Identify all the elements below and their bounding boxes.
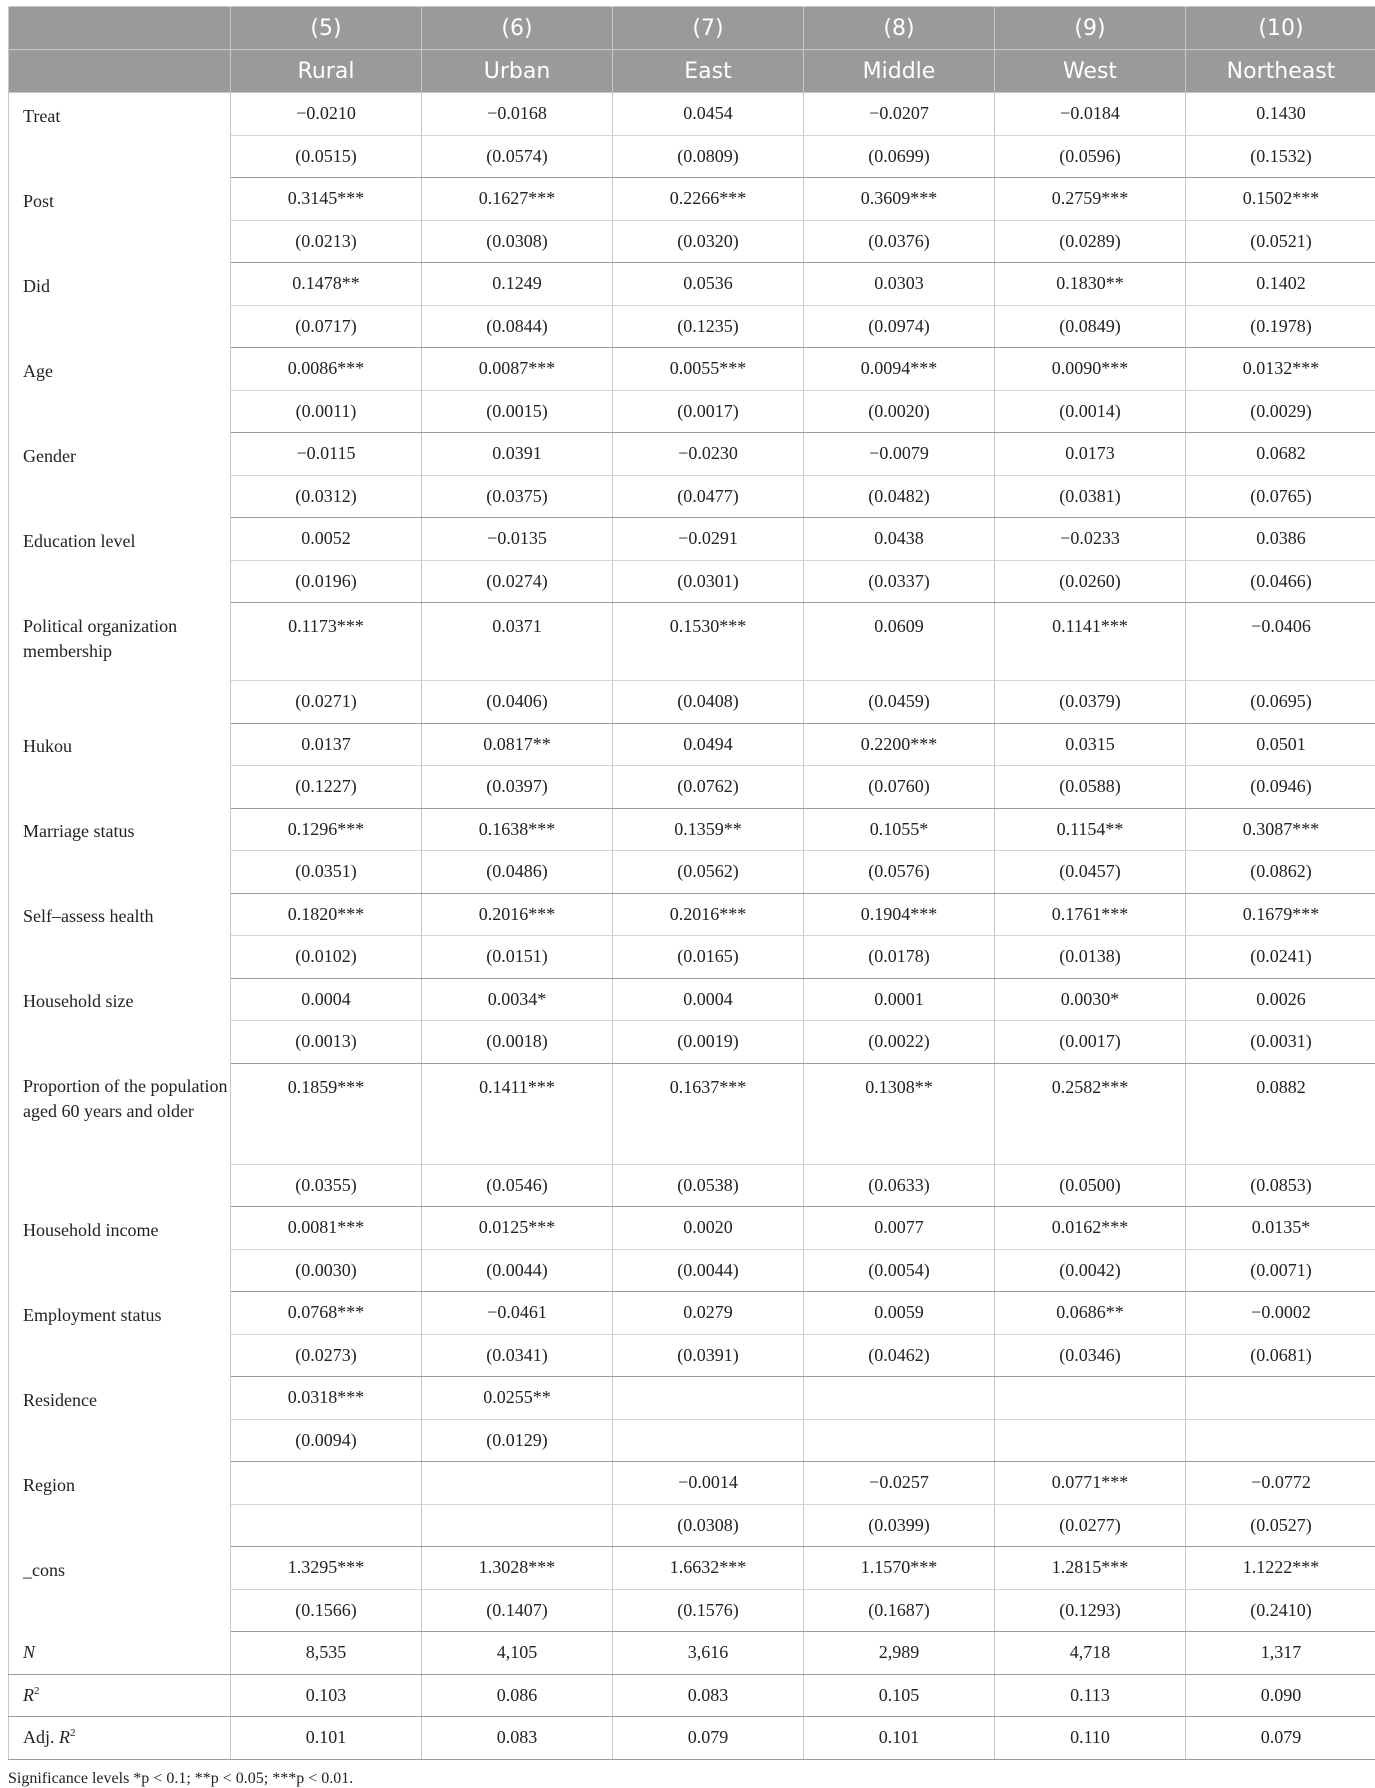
coefficient-cell: −0.0207 <box>804 93 995 136</box>
variable-name: Household income <box>9 1207 231 1292</box>
coefficient-cell: 1.6632*** <box>613 1547 804 1590</box>
table-row <box>9 178 1375 221</box>
std-error-cell: (0.0213) <box>231 220 422 263</box>
std-error-cell: (0.0482) <box>804 475 995 518</box>
coefficient-cell: 0.0030* <box>995 978 1186 1021</box>
std-error-cell: (0.0527) <box>1186 1504 1375 1547</box>
coefficient-cell <box>422 1462 613 1505</box>
std-error-cell: (0.0312) <box>231 475 422 518</box>
coefficient-cell: 0.0494 <box>613 723 804 766</box>
std-error-cell: (0.0457) <box>995 851 1186 894</box>
header-corner <box>9 7 231 50</box>
regression-table <box>8 6 1375 1760</box>
table-body <box>9 93 1375 1760</box>
coefficient-cell: 0.1859*** <box>231 1063 422 1164</box>
std-error-cell: (0.0044) <box>613 1249 804 1292</box>
header-group: Middle <box>804 50 995 93</box>
std-error-cell: (0.0022) <box>804 1021 995 1064</box>
std-error-cell: (0.0094) <box>231 1419 422 1462</box>
variable-name: Hukou <box>9 723 231 808</box>
stat-value-cell: 1,317 <box>1186 1632 1375 1675</box>
std-error-cell <box>995 1419 1186 1462</box>
variable-name: Employment status <box>9 1292 231 1377</box>
variable-name: Household size <box>9 978 231 1063</box>
coefficient-cell: −0.0014 <box>613 1462 804 1505</box>
std-error-cell: (0.0466) <box>1186 560 1375 603</box>
table-row <box>9 1063 1375 1164</box>
std-error-cell: (0.0576) <box>804 851 995 894</box>
coefficient-cell: 0.0315 <box>995 723 1186 766</box>
coefficient-cell: 1.2815*** <box>995 1547 1186 1590</box>
std-error-cell: (0.0054) <box>804 1249 995 1292</box>
std-error-cell: (0.0320) <box>613 220 804 263</box>
header-group: West <box>995 50 1186 93</box>
stat-value-cell: 4,718 <box>995 1632 1186 1675</box>
std-error-cell: (0.1576) <box>613 1589 804 1632</box>
std-error-cell: (0.0011) <box>231 390 422 433</box>
coefficient-cell: −0.0135 <box>422 518 613 561</box>
coefficient-cell: 0.0303 <box>804 263 995 306</box>
header-group: Northeast <box>1186 50 1375 93</box>
coefficient-cell: 0.0391 <box>422 433 613 476</box>
std-error-cell: (0.0031) <box>1186 1021 1375 1064</box>
std-error-cell: (0.0274) <box>422 560 613 603</box>
coefficient-cell: 0.1308** <box>804 1063 995 1164</box>
std-error-cell: (0.0844) <box>422 305 613 348</box>
variable-name: Treat <box>9 93 231 178</box>
header-group: Urban <box>422 50 613 93</box>
std-error-cell: (0.0695) <box>1186 681 1375 724</box>
stat-value-cell: 0.079 <box>1186 1717 1375 1760</box>
stat-value-cell: 4,105 <box>422 1632 613 1675</box>
coefficient-cell: 0.1359** <box>613 808 804 851</box>
std-error-cell: (0.0355) <box>231 1164 422 1207</box>
std-error-cell: (0.0399) <box>804 1504 995 1547</box>
std-error-cell: (0.0241) <box>1186 936 1375 979</box>
coefficient-cell: 0.2016*** <box>613 893 804 936</box>
stats-row <box>9 1717 1375 1760</box>
variable-name: Political organization membership <box>9 603 231 724</box>
std-error-cell: (0.0044) <box>422 1249 613 1292</box>
stat-value-cell: 8,535 <box>231 1632 422 1675</box>
table-row <box>9 263 1375 306</box>
std-error-cell: (0.0102) <box>231 936 422 979</box>
coefficient-cell: 0.2200*** <box>804 723 995 766</box>
coefficient-cell: 0.0768*** <box>231 1292 422 1335</box>
std-error-cell: (0.0849) <box>995 305 1186 348</box>
std-error-cell: (0.0151) <box>422 936 613 979</box>
std-error-cell: (0.0138) <box>995 936 1186 979</box>
header-numbers-row <box>9 7 1375 50</box>
std-error-cell: (0.0029) <box>1186 390 1375 433</box>
std-error-cell: (0.1407) <box>422 1589 613 1632</box>
std-error-cell <box>422 1504 613 1547</box>
coefficient-cell: 0.1502*** <box>1186 178 1375 221</box>
header-number: (5) <box>231 7 422 50</box>
coefficient-cell: 0.0255** <box>422 1377 613 1420</box>
coefficient-cell: 0.0173 <box>995 433 1186 476</box>
std-error-cell: (0.0341) <box>422 1334 613 1377</box>
coefficient-cell: 0.0318*** <box>231 1377 422 1420</box>
header-corner <box>9 50 231 93</box>
coefficient-cell: 0.0081*** <box>231 1207 422 1250</box>
coefficient-cell: 1.1222*** <box>1186 1547 1375 1590</box>
coefficient-cell: 0.1637*** <box>613 1063 804 1164</box>
std-error-cell: (0.0546) <box>422 1164 613 1207</box>
std-error-cell: (0.0588) <box>995 766 1186 809</box>
stat-value-cell: 0.103 <box>231 1674 422 1717</box>
coefficient-cell: 0.1430 <box>1186 93 1375 136</box>
header-number: (6) <box>422 7 613 50</box>
stat-name <box>9 1717 231 1760</box>
coefficient-cell: 0.0034* <box>422 978 613 1021</box>
stat-value-cell: 0.101 <box>231 1717 422 1760</box>
std-error-cell: (0.0301) <box>613 560 804 603</box>
coefficient-cell: 0.1154** <box>995 808 1186 851</box>
std-error-cell: (0.0260) <box>995 560 1186 603</box>
coefficient-cell: 0.1679*** <box>1186 893 1375 936</box>
std-error-cell: (0.0030) <box>231 1249 422 1292</box>
stat-value-cell: 0.090 <box>1186 1674 1375 1717</box>
coefficient-cell: −0.0115 <box>231 433 422 476</box>
table-row <box>9 1377 1375 1420</box>
coefficient-cell: 0.0004 <box>231 978 422 1021</box>
coefficient-cell <box>1186 1377 1375 1420</box>
std-error-cell: (0.0346) <box>995 1334 1186 1377</box>
coefficient-cell: 0.2759*** <box>995 178 1186 221</box>
coefficient-cell: 0.1411*** <box>422 1063 613 1164</box>
std-error-cell: (0.0762) <box>613 766 804 809</box>
stat-value-cell: 2,989 <box>804 1632 995 1675</box>
coefficient-cell: 0.0094*** <box>804 348 995 391</box>
coefficient-cell: 0.1296*** <box>231 808 422 851</box>
std-error-cell: (0.0397) <box>422 766 613 809</box>
std-error-cell: (0.0717) <box>231 305 422 348</box>
coefficient-cell: 1.3028*** <box>422 1547 613 1590</box>
coefficient-cell: 0.0371 <box>422 603 613 681</box>
header-number: (9) <box>995 7 1186 50</box>
std-error-cell <box>1186 1419 1375 1462</box>
stat-superscript: 2 <box>70 1727 76 1739</box>
std-error-cell: (0.2410) <box>1186 1589 1375 1632</box>
std-error-cell: (0.0809) <box>613 135 804 178</box>
coefficient-cell: 0.0682 <box>1186 433 1375 476</box>
coefficient-cell: 0.0135* <box>1186 1207 1375 1250</box>
coefficient-cell: 0.2582*** <box>995 1063 1186 1164</box>
table-row <box>9 1207 1375 1250</box>
coefficient-cell: 0.0386 <box>1186 518 1375 561</box>
std-error-cell: (0.0351) <box>231 851 422 894</box>
std-error-cell: (0.0337) <box>804 560 995 603</box>
stat-symbol: R <box>59 1727 70 1747</box>
coefficient-cell: 0.0132*** <box>1186 348 1375 391</box>
table-row <box>9 518 1375 561</box>
coefficient-cell <box>231 1462 422 1505</box>
coefficient-cell: 0.1820*** <box>231 893 422 936</box>
header-number: (10) <box>1186 7 1375 50</box>
std-error-cell: (0.0017) <box>613 390 804 433</box>
std-error-cell: (0.0862) <box>1186 851 1375 894</box>
coefficient-cell: 0.0001 <box>804 978 995 1021</box>
coefficient-cell: 0.0004 <box>613 978 804 1021</box>
variable-name: _cons <box>9 1547 231 1632</box>
std-error-cell: (0.0596) <box>995 135 1186 178</box>
std-error-cell <box>231 1504 422 1547</box>
coefficient-cell: −0.0230 <box>613 433 804 476</box>
coefficient-cell: 0.0438 <box>804 518 995 561</box>
std-error-cell: (0.1235) <box>613 305 804 348</box>
std-error-cell: (0.0013) <box>231 1021 422 1064</box>
std-error-cell: (0.1687) <box>804 1589 995 1632</box>
std-error-cell: (0.0273) <box>231 1334 422 1377</box>
std-error-cell: (0.1566) <box>231 1589 422 1632</box>
coefficient-cell: 0.0059 <box>804 1292 995 1335</box>
table-row <box>9 348 1375 391</box>
coefficient-cell: 0.0055*** <box>613 348 804 391</box>
variable-name: Residence <box>9 1377 231 1462</box>
coefficient-cell: −0.0002 <box>1186 1292 1375 1335</box>
std-error-cell: (0.0289) <box>995 220 1186 263</box>
variable-name: Education level <box>9 518 231 603</box>
stat-value-cell: 0.105 <box>804 1674 995 1717</box>
std-error-cell <box>804 1419 995 1462</box>
coefficient-cell: −0.0168 <box>422 93 613 136</box>
variable-name: Age <box>9 348 231 433</box>
coefficient-cell: 0.1173*** <box>231 603 422 681</box>
coefficient-cell: −0.0406 <box>1186 603 1375 681</box>
coefficient-cell: 1.1570*** <box>804 1547 995 1590</box>
std-error-cell: (0.0375) <box>422 475 613 518</box>
std-error-cell: (0.0042) <box>995 1249 1186 1292</box>
std-error-cell: (0.0015) <box>422 390 613 433</box>
std-error-cell: (0.0515) <box>231 135 422 178</box>
header-group: East <box>613 50 804 93</box>
stat-value-cell: 3,616 <box>613 1632 804 1675</box>
coefficient-cell: 0.0077 <box>804 1207 995 1250</box>
coefficient-cell: 0.0087*** <box>422 348 613 391</box>
variable-name: Did <box>9 263 231 348</box>
coefficient-cell <box>613 1377 804 1420</box>
significance-footnote: Significance levels *p < 0.1; **p < 0.05; ***p < 0.01. <box>8 1770 1375 1788</box>
coefficient-cell <box>995 1377 1186 1420</box>
std-error-cell: (0.0308) <box>613 1504 804 1547</box>
coefficient-cell: −0.0291 <box>613 518 804 561</box>
stat-symbol: N <box>23 1642 35 1662</box>
table-row <box>9 808 1375 851</box>
coefficient-cell: 0.0279 <box>613 1292 804 1335</box>
std-error-cell: (0.0538) <box>613 1164 804 1207</box>
std-error-cell: (0.0853) <box>1186 1164 1375 1207</box>
table-row <box>9 93 1375 136</box>
std-error-cell: (0.0018) <box>422 1021 613 1064</box>
coefficient-cell: 0.0052 <box>231 518 422 561</box>
variable-name: Proportion of the population aged 60 years and older <box>9 1063 231 1207</box>
coefficient-cell: 0.0882 <box>1186 1063 1375 1164</box>
regression-table-container <box>8 6 1375 1788</box>
std-error-cell: (0.0196) <box>231 560 422 603</box>
stat-value-cell: 0.110 <box>995 1717 1186 1760</box>
coefficient-cell: 0.1402 <box>1186 263 1375 306</box>
std-error-cell: (0.0633) <box>804 1164 995 1207</box>
std-error-cell: (0.0486) <box>422 851 613 894</box>
std-error-cell <box>613 1419 804 1462</box>
std-error-cell: (0.0381) <box>995 475 1186 518</box>
std-error-cell: (0.0477) <box>613 475 804 518</box>
coefficient-cell: −0.0461 <box>422 1292 613 1335</box>
coefficient-cell: −0.0184 <box>995 93 1186 136</box>
coefficient-cell: 0.2266*** <box>613 178 804 221</box>
coefficient-cell: 0.1638*** <box>422 808 613 851</box>
std-error-cell: (0.0408) <box>613 681 804 724</box>
coefficient-cell: −0.0772 <box>1186 1462 1375 1505</box>
std-error-cell: (0.0946) <box>1186 766 1375 809</box>
coefficient-cell: 0.1478** <box>231 263 422 306</box>
header-groups-row <box>9 50 1375 93</box>
coefficient-cell: −0.0257 <box>804 1462 995 1505</box>
std-error-cell: (0.0376) <box>804 220 995 263</box>
coefficient-cell: 1.3295*** <box>231 1547 422 1590</box>
variable-name: Self–assess health <box>9 893 231 978</box>
std-error-cell: (0.0562) <box>613 851 804 894</box>
variable-name: Gender <box>9 433 231 518</box>
std-error-cell: (0.1227) <box>231 766 422 809</box>
std-error-cell: (0.0500) <box>995 1164 1186 1207</box>
stat-prefix: Adj. <box>23 1727 59 1747</box>
stat-name <box>9 1674 231 1717</box>
table-row <box>9 1547 1375 1590</box>
coefficient-cell: −0.0079 <box>804 433 995 476</box>
coefficient-cell: 0.0162*** <box>995 1207 1186 1250</box>
std-error-cell: (0.0406) <box>422 681 613 724</box>
table-row <box>9 978 1375 1021</box>
header-group: Rural <box>231 50 422 93</box>
std-error-cell: (0.0765) <box>1186 475 1375 518</box>
coefficient-cell: 0.0454 <box>613 93 804 136</box>
std-error-cell: (0.0017) <box>995 1021 1186 1064</box>
table-row <box>9 1292 1375 1335</box>
coefficient-cell: 0.1904*** <box>804 893 995 936</box>
stat-value-cell: 0.101 <box>804 1717 995 1760</box>
coefficient-cell: 0.1530*** <box>613 603 804 681</box>
coefficient-cell: −0.0233 <box>995 518 1186 561</box>
coefficient-cell: 0.0137 <box>231 723 422 766</box>
variable-name: Region <box>9 1462 231 1547</box>
std-error-cell: (0.0165) <box>613 936 804 979</box>
std-error-cell: (0.0391) <box>613 1334 804 1377</box>
stat-value-cell: 0.083 <box>422 1717 613 1760</box>
coefficient-cell <box>804 1377 995 1420</box>
std-error-cell: (0.0014) <box>995 390 1186 433</box>
std-error-cell: (0.0574) <box>422 135 613 178</box>
stats-row <box>9 1632 1375 1675</box>
coefficient-cell: 0.2016*** <box>422 893 613 936</box>
std-error-cell: (0.1978) <box>1186 305 1375 348</box>
std-error-cell: (0.0521) <box>1186 220 1375 263</box>
std-error-cell: (0.0681) <box>1186 1334 1375 1377</box>
coefficient-cell: 0.0086*** <box>231 348 422 391</box>
std-error-cell: (0.1532) <box>1186 135 1375 178</box>
coefficient-cell: 0.1627*** <box>422 178 613 221</box>
table-row <box>9 893 1375 936</box>
coefficient-cell: 0.0536 <box>613 263 804 306</box>
coefficient-cell: 0.0090*** <box>995 348 1186 391</box>
coefficient-cell: 0.1761*** <box>995 893 1186 936</box>
coefficient-cell: 0.3609*** <box>804 178 995 221</box>
variable-name: Post <box>9 178 231 263</box>
stat-value-cell: 0.113 <box>995 1674 1186 1717</box>
std-error-cell: (0.0974) <box>804 305 995 348</box>
variable-name: Marriage status <box>9 808 231 893</box>
coefficient-cell: 0.0501 <box>1186 723 1375 766</box>
stat-value-cell: 0.079 <box>613 1717 804 1760</box>
coefficient-cell: 0.1249 <box>422 263 613 306</box>
table-row <box>9 433 1375 476</box>
table-header <box>9 7 1375 93</box>
std-error-cell: (0.0379) <box>995 681 1186 724</box>
header-number: (8) <box>804 7 995 50</box>
coefficient-cell: 0.0686** <box>995 1292 1186 1335</box>
std-error-cell: (0.0271) <box>231 681 422 724</box>
stat-superscript: 2 <box>34 1685 40 1697</box>
std-error-cell: (0.0462) <box>804 1334 995 1377</box>
std-error-cell: (0.0020) <box>804 390 995 433</box>
coefficient-cell: 0.0609 <box>804 603 995 681</box>
coefficient-cell: 0.0026 <box>1186 978 1375 1021</box>
std-error-cell: (0.0459) <box>804 681 995 724</box>
coefficient-cell: 0.0020 <box>613 1207 804 1250</box>
std-error-cell: (0.0129) <box>422 1419 613 1462</box>
std-error-cell: (0.0019) <box>613 1021 804 1064</box>
stat-value-cell: 0.083 <box>613 1674 804 1717</box>
stat-value-cell: 0.086 <box>422 1674 613 1717</box>
stat-symbol: R <box>23 1685 34 1705</box>
table-row <box>9 723 1375 766</box>
coefficient-cell: −0.0210 <box>231 93 422 136</box>
table-row <box>9 603 1375 681</box>
table-row <box>9 1462 1375 1505</box>
coefficient-cell: 0.0771*** <box>995 1462 1186 1505</box>
std-error-cell: (0.0699) <box>804 135 995 178</box>
std-error-cell: (0.0308) <box>422 220 613 263</box>
std-error-cell: (0.0760) <box>804 766 995 809</box>
coefficient-cell: 0.3145*** <box>231 178 422 221</box>
coefficient-cell: 0.3087*** <box>1186 808 1375 851</box>
stats-row <box>9 1674 1375 1717</box>
coefficient-cell: 0.1141*** <box>995 603 1186 681</box>
coefficient-cell: 0.0817** <box>422 723 613 766</box>
stat-name <box>9 1632 231 1675</box>
header-number: (7) <box>613 7 804 50</box>
std-error-cell: (0.0178) <box>804 936 995 979</box>
coefficient-cell: 0.1830** <box>995 263 1186 306</box>
std-error-cell: (0.1293) <box>995 1589 1186 1632</box>
coefficient-cell: 0.1055* <box>804 808 995 851</box>
std-error-cell: (0.0277) <box>995 1504 1186 1547</box>
std-error-cell: (0.0071) <box>1186 1249 1375 1292</box>
coefficient-cell: 0.0125*** <box>422 1207 613 1250</box>
